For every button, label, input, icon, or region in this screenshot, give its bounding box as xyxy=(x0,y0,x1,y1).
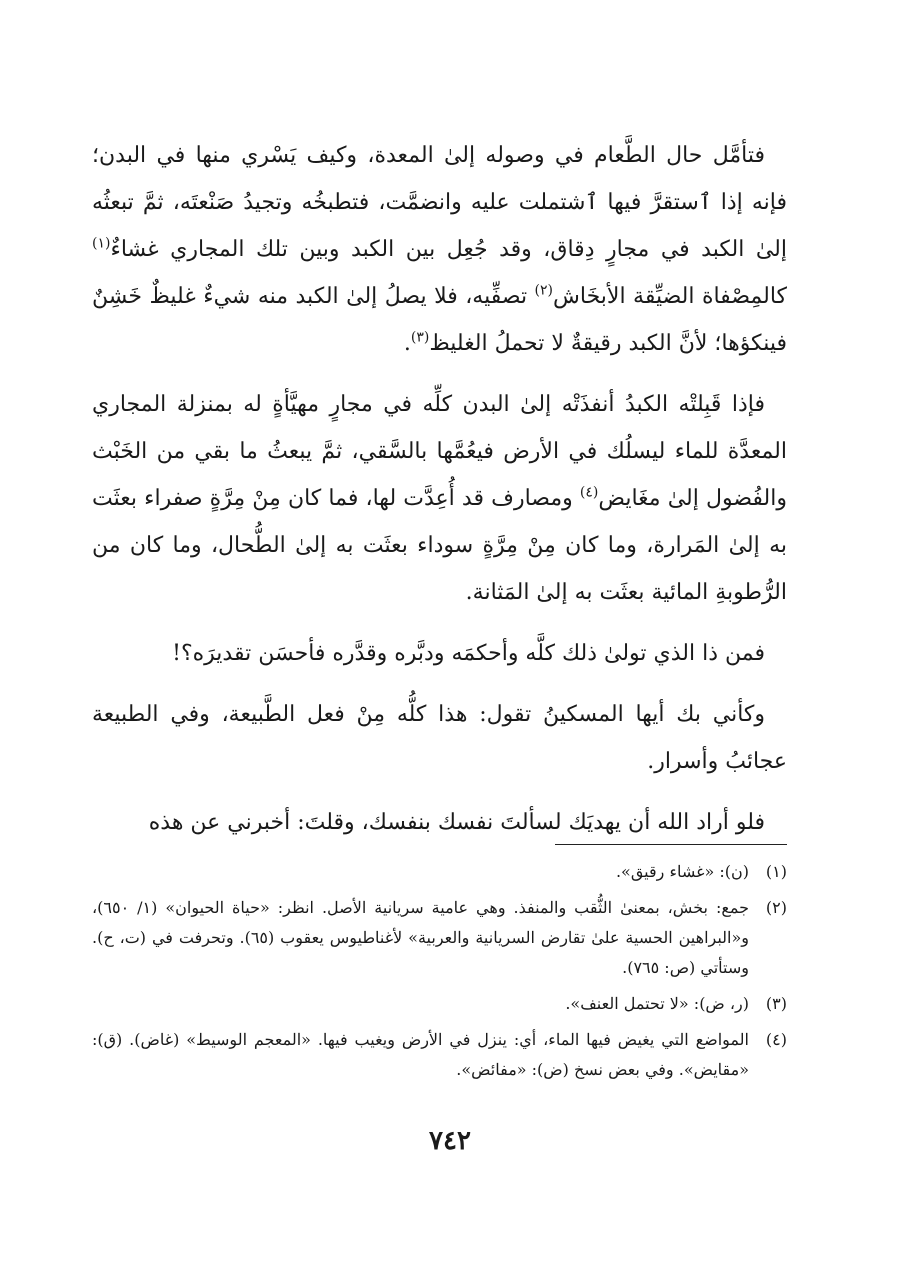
footnote-number: (٣) xyxy=(765,994,787,1013)
footnote-text: جمع: بخش، بمعنىٰ الثُّقب والمنفذ. وهي عامية سريانية الأصل. انظر: «حياة الحيوان» (١/ ٦٥٠)، و«البراهين الحسية علىٰ تقارض السريانية والعربية» لأغناطيوس يعقوب (٦٥). وتحرفت في (ت، ح). وستأتي (ص: ٧٦٥). xyxy=(92,898,750,977)
footnote-separator xyxy=(555,844,787,845)
footnote-text: (ر، ض): «لا تحتمل العنف». xyxy=(565,994,749,1013)
footnote-number: (٤) xyxy=(765,1030,787,1049)
paragraph: وكأني بك أيها المسكينُ تقول: هذا كلُّه مِنْ فعل الطَّبيعة، وفي الطبيعة عجائبُ وأسرار. xyxy=(92,702,787,774)
paragraph: فمن ذا الذي تولىٰ ذلك كلَّه وأحكمَه ودبَّره وقدَّره فأحسَن تقديرَه؟! xyxy=(172,641,765,666)
footnotes xyxy=(92,857,787,1091)
paragraph: فلو أراد الله أن يهديَك لسألتَ نفسك بنفسك، وقلتَ: أخبرني عن هذه xyxy=(148,810,765,835)
page-number: ٧٤٢ xyxy=(429,1126,471,1156)
footnote-number: (٢) xyxy=(765,898,787,917)
footnote xyxy=(92,1025,787,1085)
footnote-ref: (١) xyxy=(92,235,111,252)
paragraph: فإذا قَبِلتْه الكبدُ أنفذَتْه إلىٰ البدن كلِّه في مجارٍ مهيَّأةٍ له بمنزلة المجاري المعدَّة للماء ليسلُك في الأرض فيعُمَّها بالسَّقي، ثمَّ يبعثُ ما بقي من الخَبْث والفُضول إلىٰ مغَايض$^{(٤)}$ ومصارف قد أُعِدَّت لها، فما كان مِنْ مِرَّةٍ صفراء بعثَت به إلىٰ المَرارة، وما كان مِنْ مِرَّةٍ سوداء بعثَت به إلىٰ الطُّحال، وما كان من الرُّطوبةِ المائية بعثَت به إلىٰ المَثانة. xyxy=(92,392,787,605)
footnote-ref: (٣) xyxy=(410,329,430,346)
footnote-number: (١) xyxy=(765,862,787,881)
footnote-text: (ن): «غشاء رقيق». xyxy=(615,862,749,881)
main-text xyxy=(92,132,787,860)
footnote xyxy=(92,893,787,983)
footnote xyxy=(92,989,787,1019)
footnote-ref: (٢) xyxy=(534,282,554,299)
paragraph: فتأمَّل حال الطَّعام في وصوله إلىٰ المعدة، وكيف يَسْري منها في البدن؛ فإنه إذا ٱستقرَّ فيها ٱشتملت عليه وانضمَّت، فتطبخُه وتجيدُ صَنْعتَه، ثمَّ تبعثُه إلىٰ الكبد في مجارٍ دِقاق، وقد جُعِل بين الكبد وبين تلك المجاري غشاءٌ$^{(١)}$ كالمِصْفاة الضيِّقة الأبخَاش$^{(٢)}$ تصفِّيه، فلا يصلُ إلىٰ الكبد منه شيءٌ غليظٌ خَشِنٌ فينكؤها؛ لأنَّ الكبد رقيقةٌ لا تحملُ الغليظ$^{(٣)}$. xyxy=(92,143,787,356)
footnote xyxy=(92,857,787,887)
footnote-text: المواضع التي يغيض فيها الماء، أي: ينزل في الأرض ويغيب فيها. «المعجم الوسيط» (غاض). (ق): «مقايض». وفي بعض نسخ (ض): «مفائض». xyxy=(92,1030,750,1079)
footnote-ref: (٤) xyxy=(579,484,599,501)
